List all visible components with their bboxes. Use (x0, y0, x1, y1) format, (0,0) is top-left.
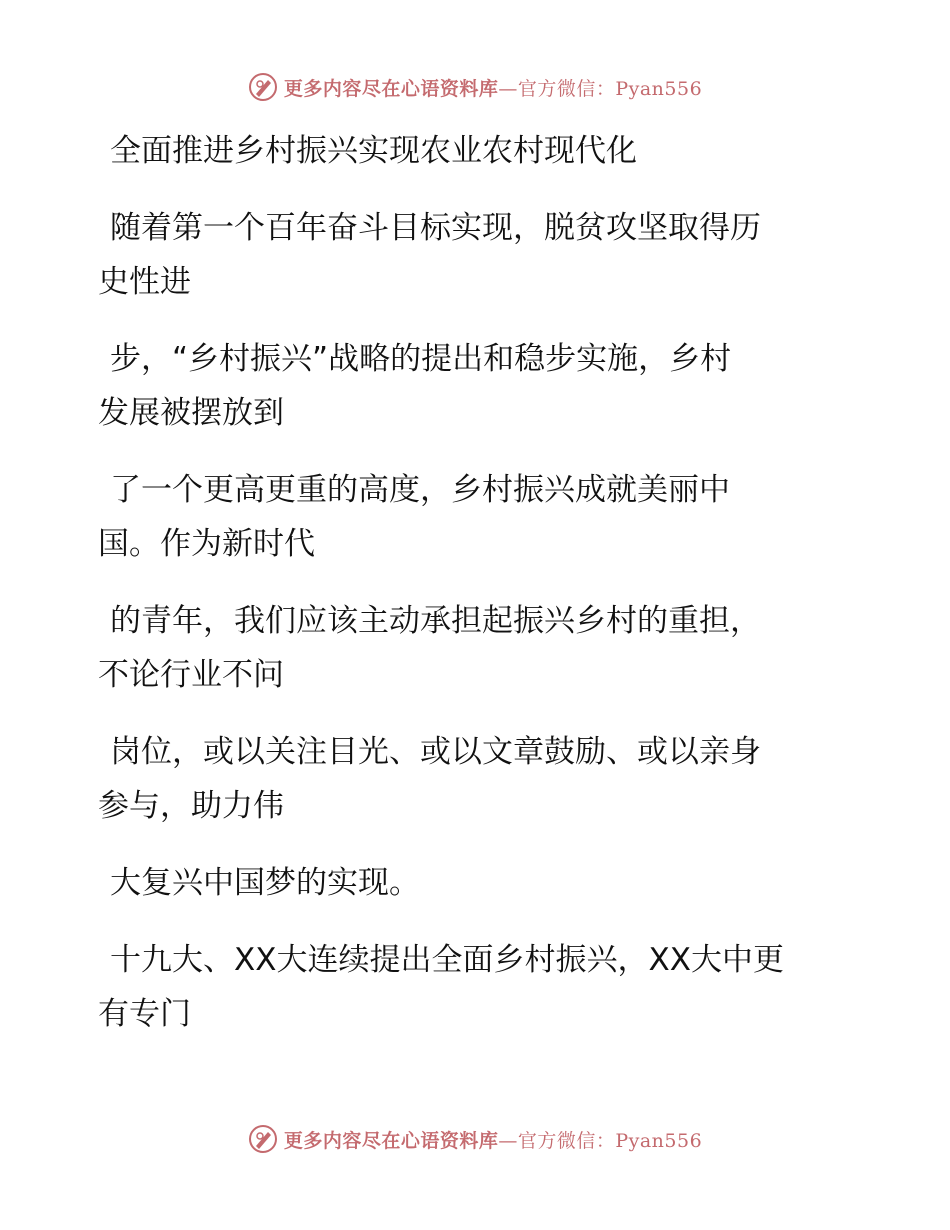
footer-watermark (0, 1124, 950, 1154)
paragraph (98, 933, 858, 1041)
paragraph-line: 了一个更高更重的高度，乡村振兴成就美丽中 (110, 472, 730, 508)
header-watermark (0, 72, 950, 102)
paragraph (98, 201, 858, 309)
paragraph-line: 史性进 (98, 264, 191, 300)
paragraph-line: 国。作为新时代 (98, 526, 315, 562)
paragraph-line: 全面推进乡村振兴实现农业农村现代化 (110, 133, 637, 169)
watermark-text (284, 1126, 702, 1153)
paragraph-line: 参与，助力伟 (98, 788, 284, 824)
paragraph-line: 岗位，或以关注目光、或以文章鼓励、或以亲身 (110, 734, 761, 770)
paragraph-line: 有专门 (98, 996, 191, 1032)
watermark-text (284, 74, 702, 101)
paragraph-line: 发展被摆放到 (98, 395, 284, 431)
document-body (98, 124, 858, 1064)
pen-logo-icon (248, 72, 278, 102)
watermark-wechat: 官方微信：Pyan556 (517, 1129, 703, 1152)
paragraph-line: 不论行业不问 (98, 657, 284, 693)
watermark-brand: 更多内容尽在心语资料库 (283, 1129, 499, 1152)
paragraph-line: 大复兴中国梦的实现。 (110, 865, 420, 901)
paragraph-line: 的青年，我们应该主动承担起振兴乡村的重担， (110, 603, 761, 639)
paragraph (98, 594, 858, 702)
paragraph (98, 124, 858, 178)
paragraph (98, 856, 858, 910)
paragraph-line: 十九大、XX大连续提出全面乡村振兴，XX大中更 (110, 942, 784, 978)
paragraph (98, 463, 858, 571)
watermark-wechat: 官方微信：Pyan556 (517, 77, 703, 100)
watermark-brand: 更多内容尽在心语资料库 (283, 77, 499, 100)
paragraph-line: 随着第一个百年奋斗目标实现，脱贫攻坚取得历 (110, 210, 761, 246)
paragraph-line: 步，“乡村振兴”战略的提出和稳步实施，乡村 (110, 341, 732, 377)
paragraph (98, 332, 858, 440)
watermark-separator: — (498, 77, 518, 100)
watermark-separator: — (498, 1129, 518, 1152)
paragraph (98, 725, 858, 833)
pen-logo-icon (248, 1124, 278, 1154)
